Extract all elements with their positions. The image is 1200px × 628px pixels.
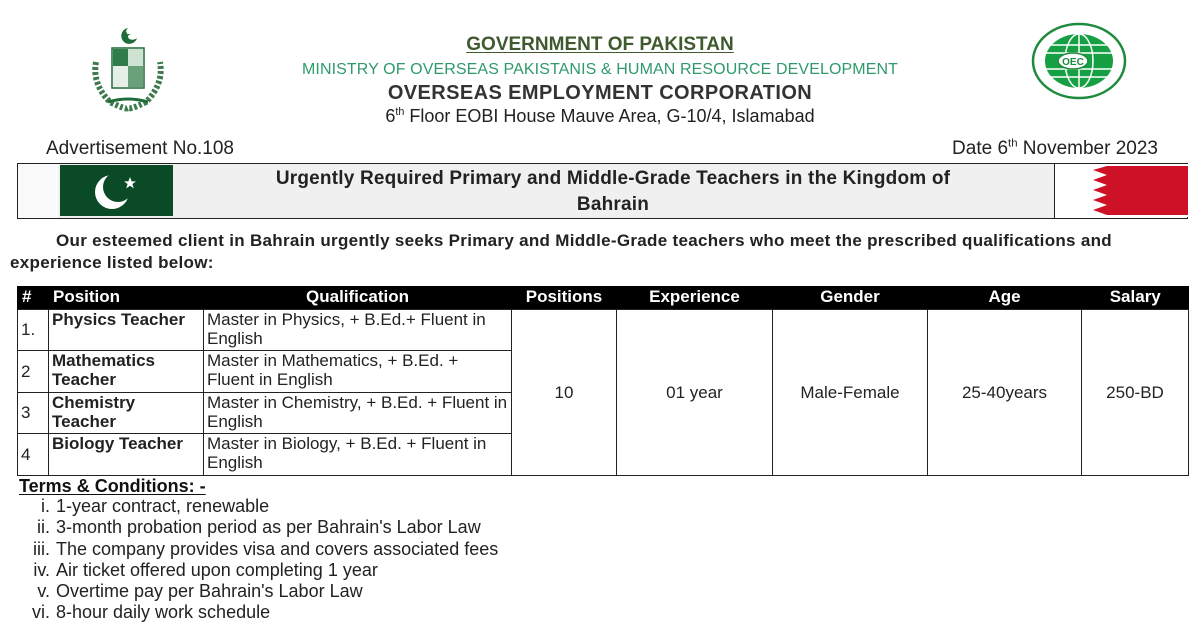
row-number: 3 (18, 392, 49, 434)
header-age: Age (928, 286, 1082, 309)
table-header-row (18, 286, 1189, 309)
age-value: 25-40years (928, 309, 1082, 475)
header-positions: Positions (512, 286, 617, 309)
header-gender: Gender (773, 286, 928, 309)
advertisement-number: Advertisement No.108 (46, 138, 234, 159)
pakistan-flag-icon (60, 165, 173, 216)
positions-count: 10 (512, 309, 617, 475)
address-line: 6th Floor EOBI House Mauve Area, G-10/4, Islamabad (385, 106, 815, 126)
list-item: iv. Air ticket offered upon completing 1 year (33, 559, 378, 580)
list-item: v. Overtime pay per Bahrain's Labor Law (37, 581, 363, 602)
row-qualification: Master in Physics, + B.Ed.+ Fluent in English (204, 309, 512, 351)
list-item: i. 1-year contract, renewable (41, 496, 270, 516)
gender-value: Male-Female (773, 309, 928, 475)
terms-list (0, 496, 700, 624)
header-position: Position (49, 286, 204, 309)
list-item: iii. The company provides visa and covers associated fees (33, 538, 499, 559)
jobs-table (17, 286, 1189, 476)
row-number: 2 (18, 351, 49, 393)
title-banner (17, 163, 1188, 219)
corporation-heading: OVERSEAS EMPLOYMENT CORPORATION (387, 82, 813, 104)
banner-left-spacer (18, 164, 58, 218)
header-number: # (18, 286, 49, 309)
row-qualification: Master in Chemistry, + B.Ed. + Fluent in English (204, 392, 512, 434)
row-position: Physics Teacher (49, 309, 204, 351)
table-row (18, 309, 1189, 351)
header-experience: Experience (617, 286, 773, 309)
row-qualification: Master in Mathematics, + B.Ed. + Fluent in English (204, 351, 512, 393)
row-number: 1. (18, 309, 49, 351)
row-number: 4 (18, 434, 49, 476)
salary-value: 250-BD (1082, 309, 1189, 475)
svg-text:OEC: OEC (1062, 57, 1084, 68)
terms-heading: Terms & Conditions: - (19, 476, 206, 496)
list-item: ii. 3-month probation period as per Bahrain's Labor Law (37, 517, 481, 538)
row-qualification: Master in Biology, + B.Ed. + Fluent in English (204, 434, 512, 476)
row-position: Chemistry Teacher (49, 392, 204, 434)
intro-paragraph: Our esteemed client in Bahrain urgently seeks Primary and Middle-Grade teachers who meet the prescribed qualifications and experience listed below: (10, 231, 1112, 272)
experience-value: 01 year (617, 309, 773, 475)
government-heading: GOVERNMENT OF PAKISTAN (466, 34, 734, 55)
header-salary: Salary (1082, 286, 1189, 309)
row-position: Biology Teacher (49, 434, 204, 476)
row-position: Mathematics Teacher (49, 351, 204, 393)
banner-title: Urgently Required Primary and Middle-Grade Teachers in the Kingdom of Bahrain (275, 168, 951, 215)
advertisement-date: Date 6th November 2023 (952, 137, 1158, 159)
header-qualification: Qualification (204, 286, 512, 309)
bahrain-flag-icon (1054, 164, 1187, 218)
ministry-heading: MINISTRY OF OVERSEAS PAKISTANIS & HUMAN RESOURCE DEVELOPMENT (301, 61, 899, 78)
list-item: vi. 8-hour daily work schedule (32, 602, 271, 623)
